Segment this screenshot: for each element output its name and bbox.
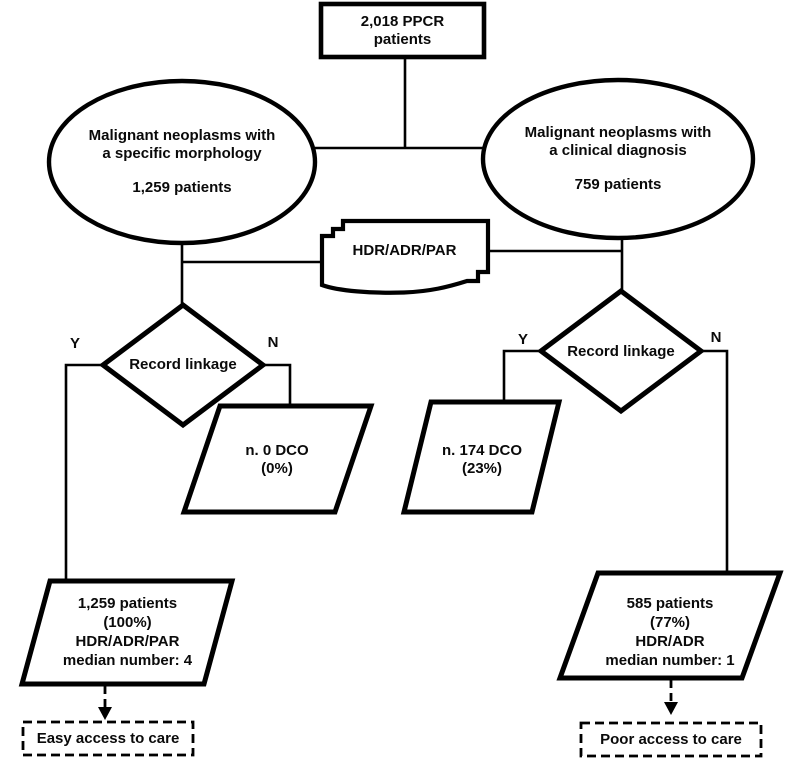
left-decision-label-text: Record linkage bbox=[129, 356, 237, 373]
easy-access-label bbox=[23, 722, 193, 755]
poor-access-label bbox=[581, 723, 761, 756]
sources-label bbox=[321, 221, 488, 281]
morphology-line2: a specific morphology bbox=[102, 145, 262, 162]
connector-right-no bbox=[699, 351, 727, 575]
right-decision-yes-text: Y bbox=[517, 331, 528, 348]
left-dco-line1: n. 0 DCO bbox=[245, 441, 309, 459]
right-outcome-text bbox=[574, 594, 766, 670]
right-dco-line1: n. 174 DCO bbox=[441, 441, 523, 459]
root-box-line1: 2,018 PPCR bbox=[360, 12, 445, 30]
left-decision-yes-text: Y bbox=[69, 335, 80, 352]
clinical-line1: Malignant neoplasms with bbox=[524, 124, 712, 141]
left-decision-no-label bbox=[258, 333, 288, 353]
dashed-arrow-right-head-icon bbox=[664, 702, 678, 715]
right-decision-no-text: N bbox=[710, 329, 722, 346]
right-decision-yes-label bbox=[508, 330, 538, 350]
right-dco-text bbox=[408, 431, 556, 488]
connector-right-yes bbox=[504, 351, 543, 404]
left-outcome-line4: median number: 4 bbox=[62, 652, 193, 669]
right-outcome-line3: HDR/ADR bbox=[635, 633, 705, 650]
morphology-line1: Malignant neoplasms with bbox=[88, 127, 276, 144]
right-decision-label bbox=[551, 332, 691, 372]
connector-left-yes bbox=[66, 365, 105, 583]
root-box-text bbox=[321, 4, 484, 57]
clinical-count: 759 patients bbox=[574, 176, 662, 193]
morphology-count: 1,259 patients bbox=[132, 179, 232, 196]
right-outcome-line1: 585 patients bbox=[626, 595, 714, 612]
right-outcome-line2: (77%) bbox=[649, 614, 690, 631]
right-outcome-line4: median number: 1 bbox=[605, 652, 735, 669]
sources-label-text: HDR/ADR/PAR bbox=[352, 242, 457, 259]
morphology-ellipse-text bbox=[52, 96, 312, 228]
dashed-arrow-left-head-icon bbox=[98, 707, 112, 720]
left-outcome-line3: HDR/ADR/PAR bbox=[75, 633, 180, 650]
right-decision-label-text: Record linkage bbox=[567, 343, 675, 360]
left-decision-no-text: N bbox=[267, 334, 279, 351]
right-decision-no-label bbox=[701, 328, 731, 348]
clinical-ellipse-text bbox=[488, 93, 748, 225]
left-decision-yes-label bbox=[60, 334, 90, 354]
root-box-line2: patients bbox=[373, 30, 432, 48]
clinical-line2: a clinical diagnosis bbox=[549, 142, 687, 159]
right-dco-line2: (23%) bbox=[461, 459, 502, 477]
left-outcome-line1: 1,259 patients bbox=[77, 595, 178, 612]
easy-access-label-text: Easy access to care bbox=[36, 729, 180, 747]
left-outcome-text bbox=[30, 594, 225, 670]
poor-access-label-text: Poor access to care bbox=[600, 730, 742, 748]
left-decision-label bbox=[113, 345, 253, 385]
connector-left-no bbox=[261, 365, 290, 408]
left-dco-text bbox=[202, 431, 352, 488]
left-dco-line2: (0%) bbox=[261, 459, 293, 477]
left-outcome-line2: (100%) bbox=[103, 614, 152, 631]
